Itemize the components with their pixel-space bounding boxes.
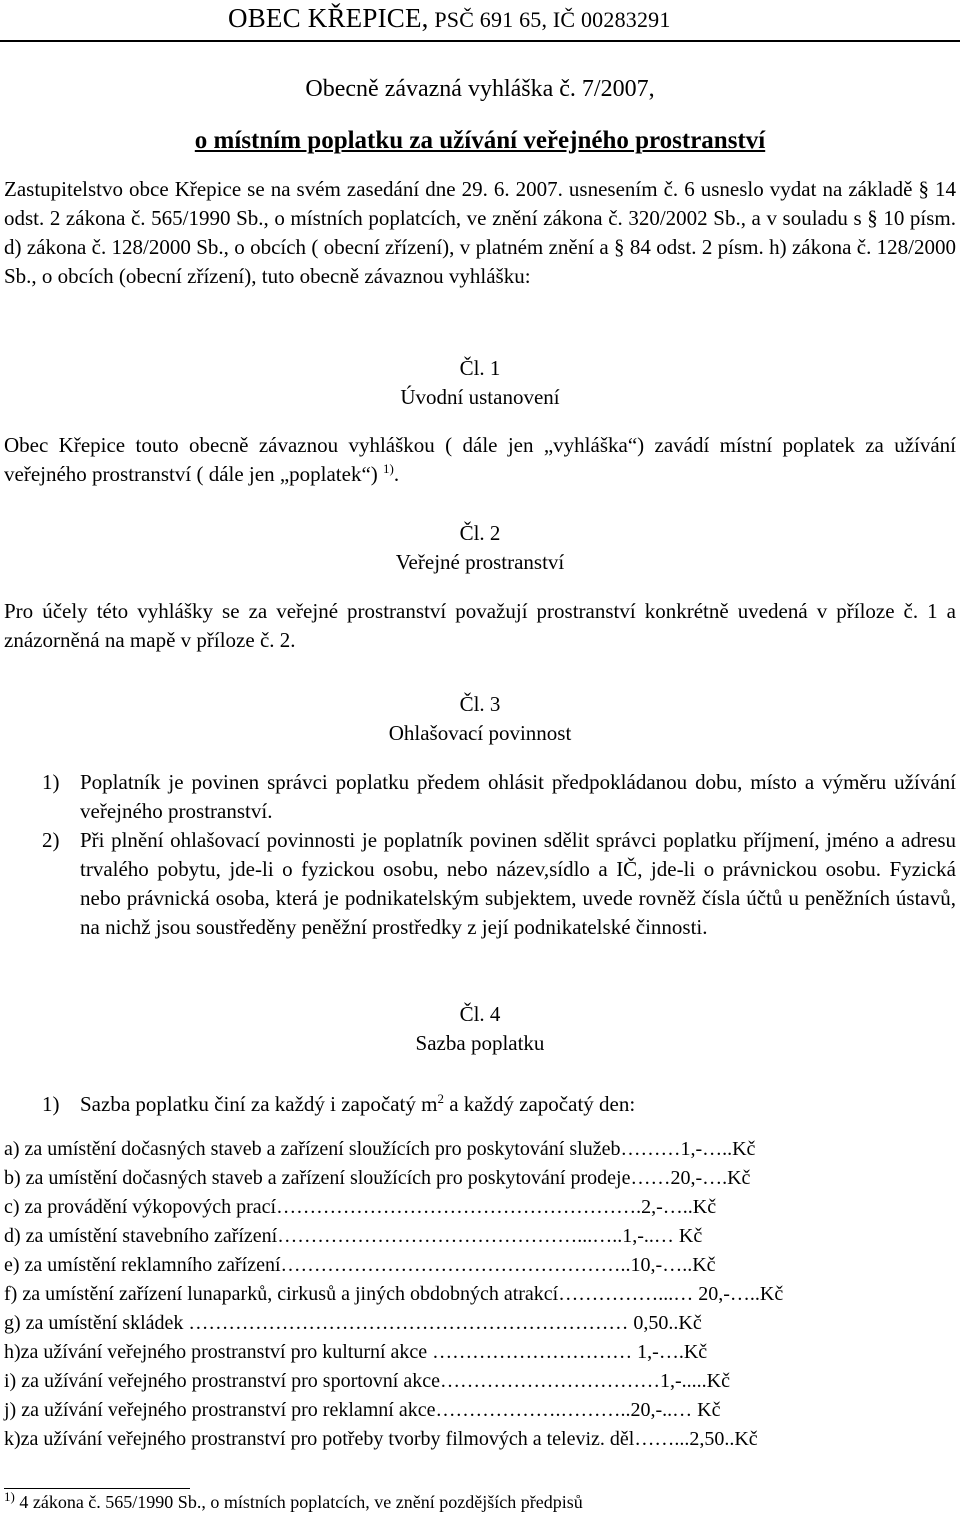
list-item-text: Při plnění ohlašovací povinnosti je poplatník povinen sdělit správci poplatku příjmení, jméno a adresu trvalého pobytu, jde-li o fyzickou osobu, nebo název,sídlo a IČ, jde-li o právnickou osobu. Fyzická nebo právnická osoba, která je podnikatelským subjektem, uvede rovněž čísla účtů u peněžních ústavů, na nichž jsou soustředěny peněžní prostředky z její podnikatelské činnosti. xyxy=(80,828,956,939)
article-4-number: Čl. 4 xyxy=(459,1002,501,1026)
intro-paragraph: Zastupitelstvo obce Křepice se na svém zasedání dne 29. 6. 2007. usnesením č. 6 usneslo vydat na základě § 14 odst. 2 zákona č. 565/1990 Sb., o místních poplatcích, ve znění zákona č. 320/2002 Sb., a v souladu s § 10 písm. d) zákona č. 128/2000 Sb., o obcích ( obecní zřízení), v platném znění a § 84 odst. 2 písm. h) zákona č. 128/2000 Sb., o obcích (obecní zřízení), tuto obecně závaznou vyhlášku: xyxy=(4,177,956,288)
decree-number: Obecně závazná vyhláška č. 7/2007, xyxy=(305,76,655,102)
article-1-end: . xyxy=(393,462,400,486)
article-2-heading: Veřejné prostranství xyxy=(395,550,565,574)
article-1-number: Čl. 1 xyxy=(459,356,501,380)
footnote-mark: 1) xyxy=(4,1489,15,1504)
rate-intro-b: a každý započatý den: xyxy=(443,1092,636,1116)
article-1-heading: Úvodní ustanovení xyxy=(400,385,560,409)
list-item xyxy=(4,826,956,942)
footnote xyxy=(4,1489,583,1513)
municipality-header xyxy=(228,3,671,34)
document-header xyxy=(0,0,960,42)
rate-line: f) za umístění zařízení lunaparků, cirkusů a jiných obdobných atrakcí……………...… 20,-…..Kč xyxy=(4,1283,784,1305)
article-3-heading: Ohlašovací povinnost xyxy=(388,721,572,745)
rate-line: e) za umístění reklamního zařízení……………………………………………..10,-…..Kč xyxy=(4,1254,716,1276)
header-municipality-name: OBEC KŘEPICE, xyxy=(228,3,429,33)
rate-line: d) za umístění stavebního zařízení………………………………………...…..1,-..… Kč xyxy=(4,1225,703,1247)
article-1-text xyxy=(4,431,956,489)
header-postal-id: PSČ 691 65, IČ 00283291 xyxy=(428,7,671,32)
rate-line: a) za umístění dočasných staveb a zařízení sloužících pro poskytování služeb………1,-…..Kč xyxy=(4,1138,756,1160)
footnote-reference: 1) xyxy=(383,461,394,476)
rate-intro-a: Sazba poplatku činí za každý i započatý m xyxy=(80,1092,438,1116)
list-item-text xyxy=(80,1090,956,1119)
footnote-divider xyxy=(4,1488,190,1489)
list-item xyxy=(4,1090,956,1119)
article-1-body: Obec Křepice touto obecně závaznou vyhláškou ( dále jen „vyhláška“) zavádí místní poplatek za užívání veřejného prostranství ( dále jen „poplatek“) xyxy=(4,433,956,486)
rate-line: c) za provádění výkopových prací……………………………………………….2,-…..Kč xyxy=(4,1196,717,1218)
rate-line: h)za užívání veřejného prostranství pro kulturní akce ………………………… 1,-….Kč xyxy=(4,1341,708,1363)
list-item-number: 1) xyxy=(42,770,60,794)
article-3-number: Čl. 3 xyxy=(459,692,501,716)
article-2-number: Čl. 2 xyxy=(459,521,501,545)
list-item-number: 2) xyxy=(42,828,60,852)
rate-line: b) za umístění dočasných staveb a zařízení sloužících pro poskytování prodeje……20,-….Kč xyxy=(4,1167,751,1189)
article-4-heading: Sazba poplatku xyxy=(415,1031,545,1055)
list-item xyxy=(4,768,956,826)
list-item-text: Poplatník je povinen správci poplatku předem ohlásit předpokládanou dobu, místo a výměru užívání veřejného prostranství. xyxy=(80,770,956,823)
rate-line: g) za umístění skládek ………………………………………………………… 0,50..Kč xyxy=(4,1312,702,1334)
rate-line: j) za užívání veřejného prostranství pro reklamní akce……………….………..20,-..… Kč xyxy=(4,1399,721,1421)
rate-line: i) za užívání veřejného prostranství pro sportovní akce……………………………1,-.....Kč xyxy=(4,1370,730,1392)
article-4-list xyxy=(4,1090,956,1119)
rate-line: k)za užívání veřejného prostranství pro potřeby tvorby filmových a televiz. děl……...2,50..Kč xyxy=(4,1428,758,1450)
list-item-number: 1) xyxy=(42,1092,60,1116)
rate-intro-superscript: 2 xyxy=(437,1091,444,1106)
footnote-text: 4 zákona č. 565/1990 Sb., o místních poplatcích, ve znění pozdějších předpisů xyxy=(14,1492,583,1512)
article-3-list xyxy=(4,768,956,942)
decree-title: o místním poplatku za užívání veřejného prostranství xyxy=(194,127,766,154)
article-2-text: Pro účely této vyhlášky se za veřejné prostranství považují prostranství konkrétně uvedená v příloze č. 1 a znázorněná na mapě v příloze č. 2. xyxy=(4,599,956,652)
